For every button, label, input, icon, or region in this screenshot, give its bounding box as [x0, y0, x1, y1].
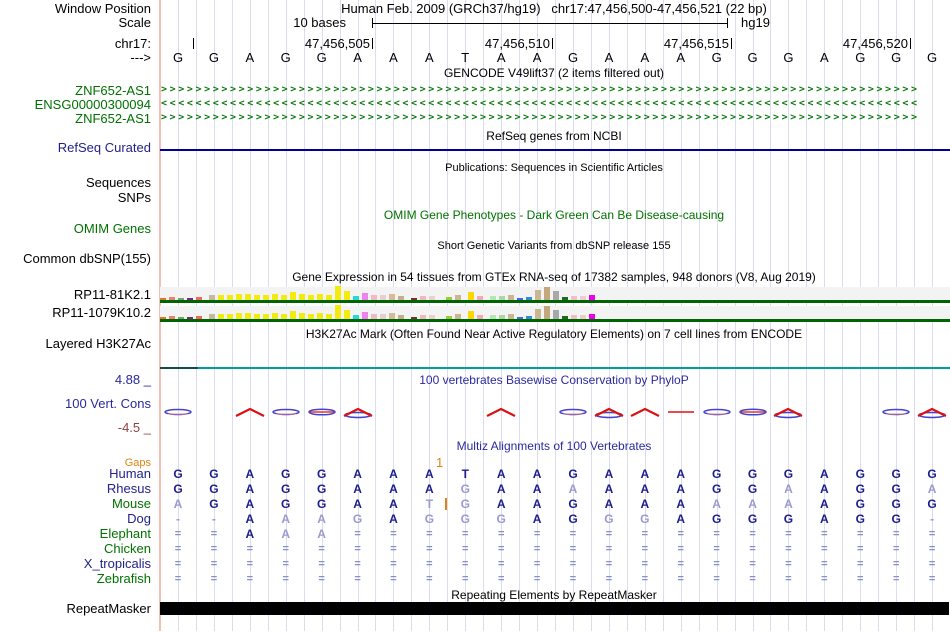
alignment-base[interactable]: = — [569, 543, 577, 555]
gtex-expression-bar[interactable] — [335, 286, 341, 300]
gaps-row-label[interactable]: Gaps — [124, 457, 151, 469]
phylop-track-label[interactable]: 100 Vert. Cons — [65, 396, 151, 411]
position-label: 47,456,515 — [663, 36, 729, 51]
gene-arrows-right[interactable]: >>>>>>>>>>>>>>>>>>>>>>>>>>>>>>>>>>>>>>>>>>>>>>>>>>>>>>>>>>>>>>>>>>>>>>>>>>>>>>>>>>>>>>>> — [161, 112, 920, 123]
sequence-base: A — [820, 50, 829, 65]
sequence-base: A — [389, 50, 398, 65]
phylop-max-value: 4.88 _ — [114, 372, 151, 387]
alignment-base[interactable]: = — [246, 573, 254, 585]
publications-track-title: Publications: Sequences in Scientific Articles — [445, 162, 663, 174]
conservation-squiggle[interactable] — [342, 405, 374, 419]
alignment-base[interactable]: G — [316, 467, 327, 481]
gtex-expression-bar[interactable] — [335, 305, 341, 319]
alignment-base[interactable]: = — [857, 528, 864, 540]
alignment-base[interactable]: A — [820, 497, 829, 511]
sequence-base: G — [208, 50, 219, 65]
alignment-base[interactable]: = — [210, 558, 218, 570]
alignment-base[interactable]: A — [389, 512, 398, 526]
alignment-base[interactable]: = — [318, 573, 325, 585]
sequence-base: A — [676, 50, 686, 65]
alignment-base[interactable]: = — [390, 558, 397, 570]
alignment-base[interactable]: G — [173, 467, 183, 481]
alignment-base[interactable]: = — [821, 558, 828, 570]
alignment-base[interactable]: = — [749, 543, 756, 555]
alignment-base[interactable]: G — [855, 482, 865, 496]
gtex-track2-baseline[interactable] — [160, 319, 950, 322]
alignment-base[interactable]: = — [174, 543, 182, 555]
h3k27ac-signal-line[interactable] — [160, 367, 950, 369]
sequence-base: G — [280, 50, 291, 65]
alignment-base[interactable]: G — [460, 482, 470, 496]
gtex-expression-bar[interactable] — [468, 292, 474, 300]
alignment-base[interactable]: = — [749, 528, 756, 540]
alignment-base[interactable]: = — [857, 558, 864, 570]
alignment-base[interactable]: G — [604, 512, 614, 526]
gene-label[interactable]: ZNF652-AS1 — [75, 111, 151, 126]
alignment-base[interactable]: = — [174, 528, 182, 540]
gene-arrows-right[interactable]: >>>>>>>>>>>>>>>>>>>>>>>>>>>>>>>>>>>>>>>>>>>>>>>>>>>>>>>>>>>>>>>>>>>>>>>>>>>>>>>>>>>>>>>> — [161, 84, 920, 95]
sequence-base: G — [567, 50, 579, 65]
alignment-base[interactable]: = — [497, 543, 505, 555]
alignment-base[interactable]: A — [317, 512, 326, 526]
alignment-base[interactable]: = — [605, 543, 613, 555]
gtex-expression-bar[interactable] — [553, 291, 559, 300]
alignment-base[interactable]: = — [785, 528, 792, 540]
gtex-track1-label[interactable]: RP11-81K2.1 — [73, 287, 151, 302]
alignment-base[interactable]: A — [532, 467, 542, 481]
alignment-base[interactable]: A — [425, 482, 434, 496]
repeatmasker-label[interactable]: RepeatMasker — [66, 601, 151, 616]
alignment-base[interactable]: = — [821, 528, 828, 540]
alignment-base[interactable]: = — [928, 528, 936, 540]
alignment-base[interactable]: = — [318, 558, 325, 570]
scale-bar — [372, 23, 728, 24]
alignment-base[interactable]: A — [820, 512, 829, 526]
conservation-squiggle[interactable] — [270, 405, 302, 419]
sequence-base: A — [496, 50, 506, 65]
conservation-squiggle[interactable] — [916, 405, 948, 419]
alignment-base[interactable]: A — [640, 497, 650, 511]
alignment-base[interactable]: = — [462, 528, 469, 540]
gtex-track2-label[interactable]: RP11-1079K10.2 — [52, 305, 151, 320]
alignment-base[interactable]: - — [930, 512, 935, 526]
alignment-base[interactable]: = — [282, 558, 289, 570]
alignment-base[interactable]: A — [353, 497, 362, 511]
conservation-squiggle[interactable] — [485, 405, 517, 419]
alignment-base[interactable]: = — [928, 543, 936, 555]
alignment-base[interactable]: = — [605, 558, 613, 570]
alignment-base[interactable]: = — [174, 558, 182, 570]
repeatmasker-track-title: Repeating Elements by RepeatMasker — [451, 588, 657, 602]
refseq-curated-label[interactable]: RefSeq Curated — [57, 140, 151, 155]
alignment-base[interactable]: = — [713, 573, 720, 585]
alignment-base[interactable]: G — [209, 482, 219, 496]
sequence-base: A — [604, 50, 614, 65]
alignment-base[interactable]: G — [640, 512, 650, 526]
position-label: 47,456,505 — [304, 36, 370, 51]
alignment-base[interactable]: = — [354, 543, 361, 555]
gtex-expression-bar[interactable] — [535, 290, 541, 300]
alignment-base[interactable]: G — [855, 467, 865, 481]
alignment-base[interactable]: A — [389, 467, 398, 481]
species-label[interactable]: Elephant — [99, 526, 151, 541]
conservation-squiggle[interactable] — [772, 405, 804, 419]
alignment-base[interactable]: A — [245, 512, 255, 526]
alignment-base[interactable]: G — [316, 482, 327, 496]
alignment-base[interactable]: G — [891, 467, 901, 481]
alignment-base[interactable]: = — [210, 543, 218, 555]
position-tick — [910, 38, 911, 49]
alignment-base[interactable]: = — [569, 558, 577, 570]
alignment-base[interactable]: A — [784, 497, 793, 511]
gtex-expression-bar[interactable] — [362, 293, 368, 300]
alignment-base[interactable]: = — [713, 528, 720, 540]
alignment-base[interactable]: = — [857, 543, 864, 555]
alignment-base[interactable]: G — [891, 482, 901, 496]
alignment-base[interactable]: A — [784, 482, 793, 496]
gtex-expression-bar[interactable] — [290, 311, 296, 319]
alignment-base[interactable]: = — [390, 543, 397, 555]
alignment-base[interactable]: A — [425, 467, 434, 481]
alignment-base[interactable]: = — [785, 543, 792, 555]
alignment-base[interactable]: = — [785, 558, 792, 570]
alignment-base[interactable]: A — [281, 512, 291, 526]
alignment-base[interactable]: G — [855, 497, 865, 511]
alignment-base[interactable]: A — [748, 497, 757, 511]
alignment-base[interactable]: = — [892, 543, 900, 555]
alignment-base[interactable]: = — [605, 573, 613, 585]
sequence-base: A — [640, 50, 650, 65]
alignment-base[interactable]: G — [316, 497, 327, 511]
alignment-base[interactable]: G — [711, 512, 722, 526]
gtex-expression-bar[interactable] — [535, 309, 541, 319]
alignment-base[interactable]: = — [426, 573, 433, 585]
alignment-base[interactable]: A — [927, 482, 937, 496]
alignment-base[interactable]: A — [496, 482, 506, 496]
alignment-base[interactable]: G — [927, 497, 937, 511]
alignment-base[interactable]: G — [927, 467, 937, 481]
alignment-base[interactable]: = — [713, 543, 720, 555]
alignment-base[interactable]: = — [677, 543, 684, 555]
species-label[interactable]: X_tropicalis — [83, 556, 151, 571]
conservation-squiggle[interactable] — [629, 405, 661, 419]
multiz-track-title: Multiz Alignments of 100 Vertebrates — [456, 439, 652, 453]
conservation-squiggle[interactable] — [306, 405, 338, 419]
snps-label[interactable]: SNPs — [117, 190, 151, 205]
gtex-expression-bar[interactable] — [362, 312, 368, 319]
species-label[interactable]: Rhesus — [106, 481, 151, 496]
alignment-base[interactable]: = — [497, 573, 505, 585]
alignment-base[interactable]: = — [821, 573, 828, 585]
position-tick — [731, 38, 732, 49]
alignment-base[interactable]: = — [282, 543, 289, 555]
gencode-track-title: GENCODE V49lift37 (2 items filtered out) — [443, 66, 665, 80]
alignment-base[interactable]: A — [245, 467, 255, 481]
conservation-squiggle[interactable] — [557, 405, 589, 419]
alignment-base[interactable]: = — [677, 573, 684, 585]
alignment-base[interactable]: = — [497, 528, 505, 540]
position-tick — [193, 38, 194, 49]
alignment-base[interactable]: = — [857, 573, 864, 585]
alignment-base[interactable]: = — [174, 573, 182, 585]
gtex-expression-bar[interactable] — [344, 291, 350, 300]
alignment-base[interactable]: A — [281, 527, 291, 541]
sequence-base: G — [891, 50, 902, 65]
sequences-label[interactable]: Sequences — [85, 175, 151, 190]
alignment-base[interactable]: A — [676, 467, 686, 481]
alignment-base[interactable]: = — [641, 543, 649, 555]
position-tick — [372, 38, 373, 49]
alignment-base[interactable]: A — [604, 482, 614, 496]
alignment-base[interactable]: A — [496, 467, 506, 481]
scale-bar-right-tick — [727, 18, 728, 28]
omim-track-title: OMIM Gene Phenotypes - Dark Green Can Be Disease-causing — [383, 208, 725, 222]
alignment-base[interactable]: = — [462, 543, 469, 555]
gtex-expression-bar[interactable] — [544, 306, 550, 319]
alignment-base[interactable]: G — [891, 497, 901, 511]
alignment-base[interactable]: = — [426, 558, 433, 570]
alignment-base[interactable]: = — [533, 573, 541, 585]
sequence-base: G — [172, 50, 184, 65]
alignment-base[interactable]: G — [352, 512, 363, 526]
window-position-label: Window Position — [54, 1, 151, 16]
alignment-base[interactable]: = — [749, 558, 756, 570]
alignment-base[interactable]: = — [210, 528, 218, 540]
alignment-base[interactable]: A — [496, 497, 506, 511]
alignment-base[interactable]: A — [245, 497, 255, 511]
gtex-expression-bar[interactable] — [553, 310, 559, 319]
sequence-base: G — [747, 50, 758, 65]
alignment-base[interactable]: G — [747, 482, 758, 496]
alignment-base[interactable]: = — [533, 528, 541, 540]
alignment-base[interactable]: = — [426, 528, 433, 540]
gtex-track1-baseline[interactable] — [160, 300, 950, 303]
alignment-base[interactable]: T — [461, 467, 469, 481]
alignment-base[interactable]: = — [928, 558, 936, 570]
gtex-expression-bar[interactable] — [290, 292, 296, 300]
chromosome-label: chr17: — [114, 36, 151, 51]
scale-value: 10 bases — [293, 15, 346, 30]
position-tick — [552, 38, 553, 49]
alignment-base[interactable]: = — [569, 573, 577, 585]
alignment-base[interactable]: G — [568, 512, 578, 526]
alignment-base[interactable]: = — [641, 528, 649, 540]
conservation-squiggle[interactable] — [162, 405, 194, 419]
alignment-base[interactable]: G — [855, 512, 865, 526]
alignment-base[interactable]: = — [533, 543, 541, 555]
alignment-base[interactable]: = — [497, 558, 505, 570]
alignment-base[interactable]: G — [747, 512, 758, 526]
alignment-base[interactable]: G — [209, 497, 219, 511]
window-position-title: Human Feb. 2009 (GRCh37/hg19) chr17:47,456,500-47,456,521 (22 bp) — [341, 1, 767, 16]
alignment-base[interactable]: A — [640, 467, 650, 481]
alignment-base[interactable]: A — [568, 482, 578, 496]
alignment-base[interactable]: = — [354, 573, 361, 585]
alignment-base[interactable]: = — [785, 573, 792, 585]
alignment-base[interactable]: = — [892, 573, 900, 585]
conservation-squiggle[interactable] — [880, 405, 912, 419]
alignment-base[interactable]: G — [568, 497, 578, 511]
alignment-base[interactable]: = — [533, 558, 541, 570]
gtex-expression-bar[interactable] — [544, 287, 550, 300]
phylop-track-title: 100 vertebrates Basewise Conservation by PhyloP — [419, 373, 689, 387]
gene-arrows-left[interactable]: <<<<<<<<<<<<<<<<<<<<<<<<<<<<<<<<<<<<<<<<<<<<<<<<<<<<<<<<<<<<<<<<<<<<<<<<<<<<<<<<<<<<<<<< — [161, 98, 920, 109]
sequence-base: G — [316, 50, 327, 65]
alignment-base[interactable]: = — [713, 558, 720, 570]
sequence-base: A — [245, 50, 255, 65]
position-label: 47,456,510 — [484, 36, 550, 51]
sequence-base: T — [461, 50, 470, 65]
repeatmasker-repeat-element[interactable] — [160, 602, 949, 615]
alignment-base[interactable]: = — [210, 573, 218, 585]
alignment-base[interactable]: A — [604, 497, 614, 511]
alignment-base[interactable]: A — [389, 482, 398, 496]
alignment-base[interactable]: = — [641, 558, 649, 570]
conservation-squiggle[interactable] — [593, 405, 625, 419]
alignment-base[interactable]: = — [749, 573, 756, 585]
assembly-label: hg19 — [741, 15, 770, 30]
position-label: 47,456,520 — [842, 36, 908, 51]
omim-genes-label[interactable]: OMIM Genes — [73, 221, 151, 236]
gene-label[interactable]: ENSG00000300094 — [34, 97, 151, 112]
alignment-base[interactable]: = — [426, 543, 433, 555]
refseq-track-title: RefSeq genes from NCBI — [486, 129, 622, 143]
species-label[interactable]: Zebrafish — [96, 571, 151, 586]
species-label[interactable]: Chicken — [104, 541, 151, 556]
alignment-base[interactable]: G — [460, 497, 470, 511]
alignment-base[interactable]: A — [604, 467, 614, 481]
conservation-squiggle[interactable] — [234, 405, 266, 419]
alignment-base[interactable]: G — [568, 467, 578, 481]
alignment-base[interactable]: G — [891, 512, 901, 526]
refseq-gene-line[interactable] — [160, 149, 950, 151]
alignment-base[interactable]: = — [462, 573, 469, 585]
alignment-base[interactable]: G — [281, 497, 291, 511]
alignment-base[interactable]: A — [676, 482, 686, 496]
gtex-expression-bar[interactable] — [344, 310, 350, 319]
alignment-base[interactable]: G — [783, 512, 794, 526]
alignment-base[interactable]: G — [747, 467, 758, 481]
alignment-base[interactable]: = — [246, 543, 254, 555]
alignment-base[interactable]: G — [783, 467, 794, 481]
alignment-base[interactable]: = — [677, 558, 684, 570]
alignment-base[interactable]: = — [892, 558, 900, 570]
alignment-base[interactable]: G — [281, 467, 291, 481]
alignment-base[interactable]: A — [353, 482, 362, 496]
alignment-base[interactable]: G — [711, 467, 722, 481]
alignment-base[interactable]: G — [209, 467, 219, 481]
sequence-base: A — [353, 50, 362, 65]
alignment-base[interactable]: A — [245, 482, 255, 496]
alignment-base[interactable]: = — [641, 573, 649, 585]
alignment-base[interactable]: A — [532, 512, 542, 526]
alignment-base[interactable]: T — [425, 497, 434, 511]
alignment-base[interactable]: A — [712, 497, 721, 511]
alignment-base[interactable]: = — [354, 558, 361, 570]
alignment-base[interactable]: = — [677, 528, 684, 540]
alignment-base[interactable]: = — [462, 558, 469, 570]
alignment-base[interactable]: G — [460, 512, 470, 526]
h3k27ac-track-title: H3K27Ac Mark (Often Found Near Active Regulatory Elements) on 7 cell lines from ENCODE — [305, 327, 803, 341]
alignment-base[interactable]: = — [246, 558, 254, 570]
alignment-base[interactable]: = — [318, 543, 325, 555]
alignment-base[interactable]: A — [820, 467, 829, 481]
alignment-base[interactable]: A — [676, 497, 686, 511]
alignment-base[interactable]: G — [281, 482, 291, 496]
species-label[interactable]: Human — [109, 466, 151, 481]
alignment-base[interactable]: - — [211, 512, 216, 526]
species-label[interactable]: Dog — [127, 511, 151, 526]
phylop-min-value: -4.5 _ — [117, 420, 151, 435]
alignment-base[interactable]: = — [569, 528, 577, 540]
alignment-base[interactable]: = — [354, 528, 361, 540]
conservation-squiggle[interactable] — [737, 405, 769, 419]
sequence-base: A — [532, 50, 542, 65]
common-dbsnp-label[interactable]: Common dbSNP(155) — [23, 251, 151, 266]
alignment-base[interactable]: = — [928, 573, 936, 585]
alignment-base[interactable]: A — [820, 482, 829, 496]
alignment-base[interactable]: A — [676, 512, 686, 526]
alignment-base[interactable]: G — [496, 512, 506, 526]
species-label[interactable]: Mouse — [111, 496, 151, 511]
alignment-base[interactable]: G — [424, 512, 435, 526]
conservation-squiggle[interactable] — [701, 405, 733, 419]
layered-h3k27ac-label[interactable]: Layered H3K27Ac — [45, 336, 151, 351]
alignment-base[interactable]: A — [245, 527, 255, 541]
sequence-base: G — [783, 50, 794, 65]
conservation-squiggle[interactable] — [665, 405, 697, 419]
gtex-expression-bar[interactable] — [468, 311, 474, 319]
alignment-base[interactable]: = — [282, 573, 289, 585]
sequence-base: G — [855, 50, 866, 65]
alignment-base[interactable]: = — [390, 528, 397, 540]
scale-label: Scale — [118, 15, 151, 30]
gtex-track-title: Gene Expression in 54 tissues from GTEx RNA-seq of 17382 samples, 948 donors (V8, Aug 2019) — [292, 270, 816, 284]
sequence-base: G — [711, 50, 722, 65]
alignment-base[interactable]: G — [173, 482, 183, 496]
gap-count-marker: 1 — [436, 455, 444, 470]
alignment-base[interactable]: A — [353, 467, 362, 481]
alignment-base[interactable]: = — [892, 528, 900, 540]
alignment-base[interactable]: = — [390, 573, 397, 585]
dbsnp-track-title: Short Genetic Variants from dbSNP release 155 — [437, 240, 671, 252]
sequence-base: A — [425, 50, 434, 65]
alignment-base[interactable]: = — [821, 543, 828, 555]
alignment-base[interactable]: A — [640, 482, 650, 496]
alignment-base[interactable]: A — [532, 497, 542, 511]
strand-arrow-label: ---> — [130, 50, 151, 65]
alignment-base[interactable]: A — [317, 527, 326, 541]
h3k27ac-signal-line-dark-segment[interactable] — [160, 367, 198, 369]
scale-bar-left-tick — [372, 18, 373, 28]
alignment-base[interactable]: - — [176, 512, 180, 526]
alignment-base[interactable]: G — [711, 482, 722, 496]
alignment-base[interactable]: A — [173, 497, 183, 511]
alignment-base[interactable]: A — [532, 482, 542, 496]
alignment-base[interactable]: = — [605, 528, 613, 540]
alignment-base[interactable]: A — [389, 497, 398, 511]
gene-label[interactable]: ZNF652-AS1 — [75, 83, 151, 98]
sequence-base: G — [927, 50, 938, 65]
